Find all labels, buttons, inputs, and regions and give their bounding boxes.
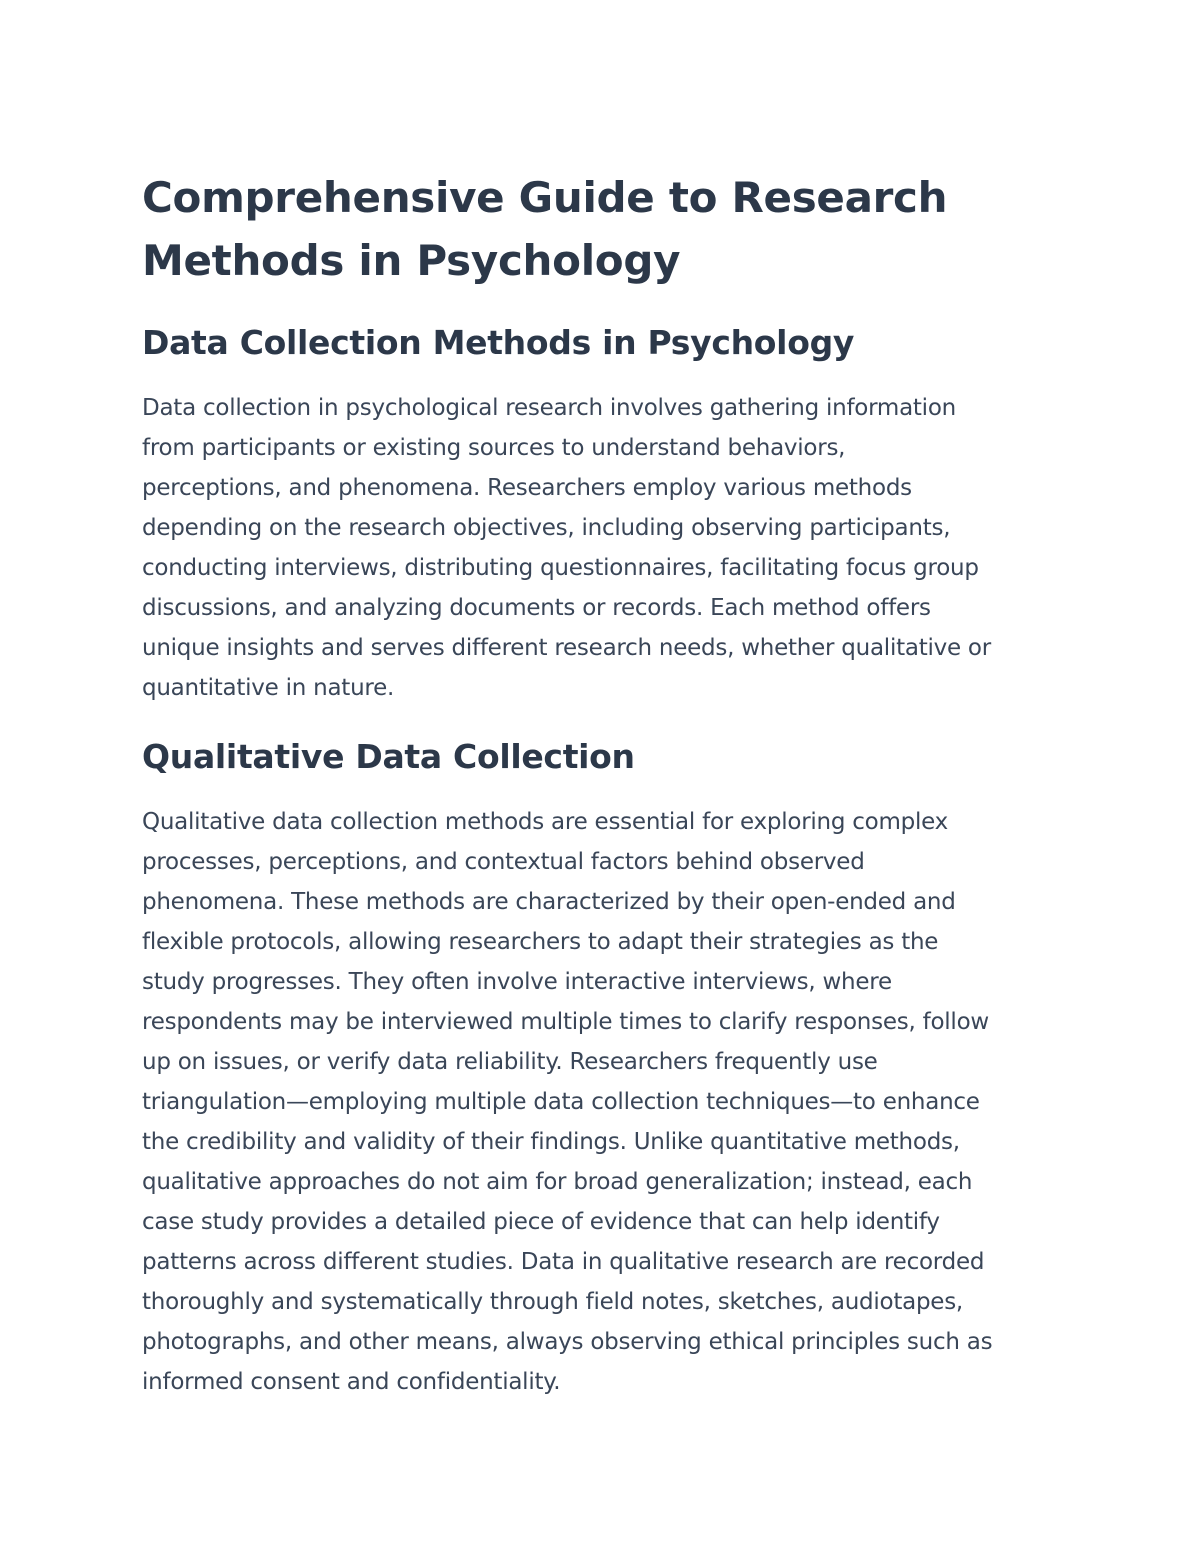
paragraph-line: triangulation—employing multiple data collection techniques—to enhance bbox=[142, 1089, 980, 1115]
paragraph-line: quantitative in nature. bbox=[142, 675, 395, 701]
paragraph-line: case study provides a detailed piece of evidence that can help identify bbox=[142, 1209, 940, 1235]
title-line: Comprehensive Guide to Research bbox=[142, 173, 948, 222]
paragraph-line: phenomena. These methods are characterized by their open-ended and bbox=[142, 889, 956, 915]
paragraph-line: flexible protocols, allowing researchers to adapt their strategies as the bbox=[142, 929, 939, 955]
paragraph-line: Data collection in psychological research involves gathering information bbox=[142, 395, 956, 421]
paragraph-line: informed consent and confidentiality. bbox=[142, 1369, 561, 1395]
paragraph-qualitative-data-collection bbox=[142, 802, 1062, 1402]
paragraph-line: up on issues, or verify data reliability. Researchers frequently use bbox=[142, 1049, 878, 1075]
paragraph-line: from participants or existing sources to understand behaviors, bbox=[142, 435, 846, 461]
paragraph-line: the credibility and validity of their findings. Unlike quantitative methods, bbox=[142, 1129, 960, 1155]
paragraph-line: patterns across different studies. Data in qualitative research are recorded bbox=[142, 1249, 985, 1275]
paragraph-line: qualitative approaches do not aim for broad generalization; instead, each bbox=[142, 1169, 973, 1195]
paragraph-line: study progresses. They often involve interactive interviews, where bbox=[142, 969, 892, 995]
paragraph-line: processes, perceptions, and contextual factors behind observed bbox=[142, 849, 865, 875]
title-line: Methods in Psychology bbox=[142, 236, 681, 285]
paragraph-line: conducting interviews, distributing questionnaires, facilitating focus group bbox=[142, 555, 979, 581]
document-page bbox=[142, 166, 1062, 1402]
paragraph-line: photographs, and other means, always observing ethical principles such as bbox=[142, 1329, 993, 1355]
paragraph-line: discussions, and analyzing documents or records. Each method offers bbox=[142, 595, 931, 621]
section-heading-data-collection-methods: Data Collection Methods in Psychology bbox=[142, 323, 855, 362]
paragraph-line: respondents may be interviewed multiple times to clarify responses, follow bbox=[142, 1009, 989, 1035]
paragraph-line: depending on the research objectives, including observing participants, bbox=[142, 515, 951, 541]
section-heading-qualitative-data-collection: Qualitative Data Collection bbox=[142, 737, 635, 776]
paragraph-line: Qualitative data collection methods are essential for exploring complex bbox=[142, 809, 949, 835]
paragraph-data-collection-methods bbox=[142, 388, 1062, 708]
document-title bbox=[142, 166, 1062, 292]
paragraph-line: unique insights and serves different research needs, whether qualitative or bbox=[142, 635, 991, 661]
paragraph-line: perceptions, and phenomena. Researchers employ various methods bbox=[142, 475, 912, 501]
paragraph-line: thoroughly and systematically through field notes, sketches, audiotapes, bbox=[142, 1289, 963, 1315]
